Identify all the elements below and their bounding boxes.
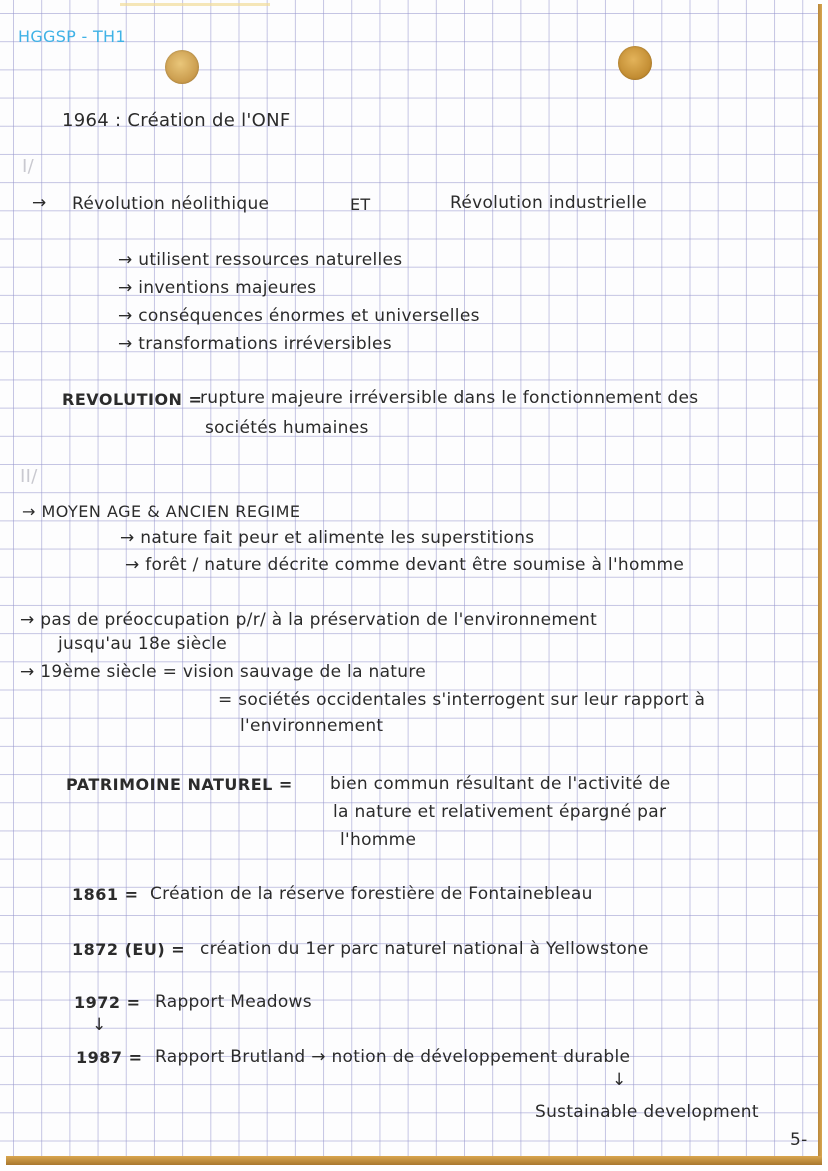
point-19th-century-line-3: l'environnement [240, 716, 384, 736]
translation-down-arrow: ↓ [612, 1070, 627, 1090]
timeline-text-1861: Création de la réserve forestière de Fontainebleau [150, 884, 593, 904]
point-preservation-line-2: jusqu'au 18e siècle [58, 634, 227, 654]
onf-creation-line: 1964 : Création de l'ONF [62, 110, 291, 131]
section-2-marker: II/ [20, 466, 38, 487]
heading-moyen-age: → MOYEN AGE & ANCIEN REGIME [22, 502, 301, 521]
paper-top-edge [120, 3, 270, 6]
definition-patrimoine-line-1: bien commun résultant de l'activité de [330, 774, 671, 794]
section-1-marker: I/ [22, 156, 34, 177]
arrow-icon: → [32, 193, 47, 213]
timeline-year-1861: 1861 = [72, 885, 139, 904]
paper-right-edge [818, 4, 822, 1164]
timeline-year-1872: 1872 (EU) = [72, 940, 186, 959]
bullet-consequences: → conséquences énormes et universelles [118, 306, 480, 326]
point-19th-century-line-2: = sociétés occidentales s'interrogent sur leur rapport à [218, 690, 706, 710]
heading-joiner: ET [350, 195, 371, 214]
point-preservation-line-1: → pas de préoccupation p/r/ à la préservation de l'environnement [20, 610, 598, 630]
timeline-text-1972: Rapport Meadows [155, 992, 312, 1012]
punch-hole-right [618, 46, 652, 80]
bullet-forest-submission: → forêt / nature décrite comme devant être soumise à l'homme [125, 555, 685, 575]
timeline-text-1987: Rapport Brutland → notion de développement durable [155, 1047, 631, 1067]
heading-neolithic-revolution: Révolution néolithique [72, 194, 270, 214]
translation-sustainable-development: Sustainable development [535, 1102, 759, 1122]
timeline-text-1872: création du 1er parc naturel national à Yellowstone [200, 939, 649, 959]
timeline-down-arrow: ↓ [92, 1015, 107, 1035]
punch-hole-left [165, 50, 199, 84]
bullet-nature-fear: → nature fait peur et alimente les superstitions [120, 528, 535, 548]
definition-term-revolution: REVOLUTION = [62, 390, 203, 409]
definition-patrimoine-line-2: la nature et relativement épargné par [333, 802, 667, 822]
heading-industrial-revolution: Révolution industrielle [450, 193, 647, 213]
bullet-transformations: → transformations irréversibles [118, 334, 392, 354]
paper-bottom-edge [6, 1156, 822, 1165]
page-number: 5- [790, 1130, 808, 1150]
bullet-natural-resources: → utilisent ressources naturelles [118, 250, 403, 270]
definition-revolution-line-1: rupture majeure irréversible dans le fonctionnement des [200, 388, 699, 408]
definition-patrimoine-line-3: l'homme [340, 830, 417, 850]
definition-term-patrimoine: PATRIMOINE NATUREL = [66, 775, 293, 794]
timeline-year-1972: 1972 = [74, 993, 141, 1012]
timeline-year-1987: 1987 = [76, 1048, 143, 1067]
definition-revolution-line-2: sociétés humaines [205, 418, 369, 438]
point-19th-century-line-1: → 19ème siècle = vision sauvage de la nature [20, 662, 427, 682]
bullet-major-inventions: → inventions majeures [118, 278, 317, 298]
header-label: HGGSP - TH1 [18, 27, 126, 46]
